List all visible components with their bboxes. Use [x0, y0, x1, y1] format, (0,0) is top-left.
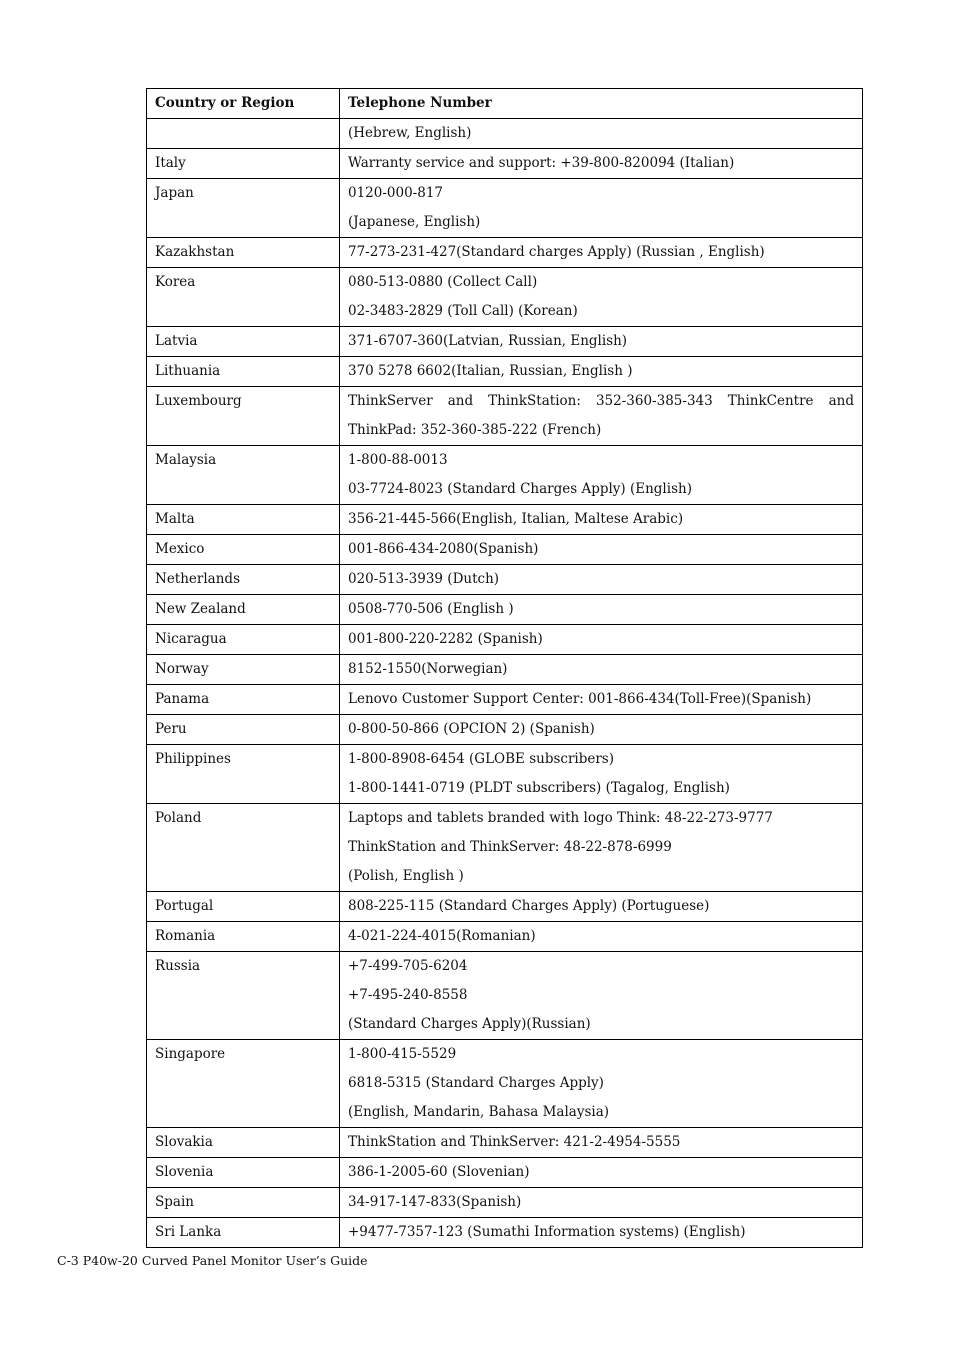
phone-line: +9477-7357-123 (Sumathi Information systems) (English)	[348, 1224, 746, 1240]
table-row	[147, 357, 863, 387]
phone-line: 34-917-147-833(Spanish)	[348, 1194, 522, 1210]
phone-line: +7-495-240-8558	[348, 987, 468, 1003]
country-cell: Peru	[147, 715, 340, 745]
phone-cell	[340, 1218, 863, 1248]
phone-cell	[340, 952, 863, 1040]
country-cell: Slovenia	[147, 1158, 340, 1188]
phone-column-header: Telephone Number	[340, 89, 863, 119]
country-cell: Sri Lanka	[147, 1218, 340, 1248]
phone-cell	[340, 268, 863, 327]
table-row	[147, 565, 863, 595]
table-row	[147, 1158, 863, 1188]
phone-cell	[340, 595, 863, 625]
table-row	[147, 595, 863, 625]
page-footer: C-3 P40w-20 Curved Panel Monitor User’s Guide	[57, 1253, 368, 1268]
table-row	[147, 1128, 863, 1158]
phone-line: 001-800-220-2282 (Spanish)	[348, 631, 543, 647]
country-cell: Korea	[147, 268, 340, 327]
country-cell: Luxembourg	[147, 387, 340, 446]
table-row	[147, 1218, 863, 1248]
phone-cell	[340, 535, 863, 565]
country-cell: New Zealand	[147, 595, 340, 625]
phone-line: 1-800-8908-6454 (GLOBE subscribers)	[348, 751, 614, 767]
table-row	[147, 745, 863, 804]
header-row	[147, 89, 863, 119]
phone-line: 03-7724-8023 (Standard Charges Apply) (English)	[348, 481, 692, 497]
table-row	[147, 268, 863, 327]
phone-line: 77-273-231-427(Standard charges Apply) (Russian , English)	[348, 244, 765, 260]
phone-cell	[340, 745, 863, 804]
phone-line: 0508-770-506 (English )	[348, 601, 514, 617]
phone-line: 6818-5315 (Standard Charges Apply)	[348, 1075, 604, 1091]
phone-cell	[340, 119, 863, 149]
phone-line: ThinkStation and ThinkServer: 421-2-4954-5555	[348, 1134, 681, 1150]
phone-line: 1-800-88-0013	[348, 452, 448, 468]
country-cell: Malaysia	[147, 446, 340, 505]
phone-line: ThinkServer and ThinkStation: 352-360-385-343 ThinkCentre and	[348, 393, 854, 409]
country-cell: Mexico	[147, 535, 340, 565]
phone-line: 356-21-445-566(English, Italian, Maltese Arabic)	[348, 511, 684, 527]
phone-line: 4-021-224-4015(Romanian)	[348, 928, 536, 944]
phone-cell	[340, 892, 863, 922]
phone-line: (Hebrew, English)	[348, 125, 472, 141]
phone-cell	[340, 1188, 863, 1218]
country-cell: Singapore	[147, 1040, 340, 1128]
country-cell: Lithuania	[147, 357, 340, 387]
phone-line: (Standard Charges Apply)(Russian)	[348, 1016, 591, 1032]
country-cell: Slovakia	[147, 1128, 340, 1158]
phone-line: 080-513-0880 (Collect Call)	[348, 274, 538, 290]
phone-line: 8152-1550(Norwegian)	[348, 661, 508, 677]
country-cell: Philippines	[147, 745, 340, 804]
phone-cell	[340, 655, 863, 685]
table-row	[147, 685, 863, 715]
phone-line: (Polish, English )	[348, 868, 464, 884]
table-row	[147, 149, 863, 179]
table-row	[147, 804, 863, 892]
phone-cell	[340, 327, 863, 357]
country-cell: Nicaragua	[147, 625, 340, 655]
country-cell: Netherlands	[147, 565, 340, 595]
phone-line: ThinkStation and ThinkServer: 48-22-878-6999	[348, 839, 672, 855]
country-column-header: Country or Region	[147, 89, 340, 119]
country-cell: Russia	[147, 952, 340, 1040]
table-body	[147, 119, 863, 1248]
phone-cell	[340, 922, 863, 952]
table-row	[147, 119, 863, 149]
phone-line: 1-800-415-5529	[348, 1046, 457, 1062]
phone-cell	[340, 1158, 863, 1188]
country-cell: Spain	[147, 1188, 340, 1218]
country-cell: Norway	[147, 655, 340, 685]
phone-cell	[340, 238, 863, 268]
phone-line: ThinkPad: 352-360-385-222 (French)	[348, 422, 602, 438]
phone-cell	[340, 1128, 863, 1158]
table-row	[147, 1188, 863, 1218]
phone-line: 0120-000-817	[348, 185, 444, 201]
phone-cell	[340, 149, 863, 179]
phone-cell	[340, 387, 863, 446]
country-cell: Portugal	[147, 892, 340, 922]
phone-line: 001-866-434-2080(Spanish)	[348, 541, 539, 557]
phone-cell	[340, 715, 863, 745]
table-row	[147, 892, 863, 922]
phone-line: Warranty service and support: +39-800-820094 (Italian)	[348, 155, 735, 171]
table-row	[147, 715, 863, 745]
phone-cell	[340, 804, 863, 892]
table-row	[147, 327, 863, 357]
table-row	[147, 238, 863, 268]
table-row	[147, 179, 863, 238]
phone-cell	[340, 565, 863, 595]
phone-line: +7-499-705-6204	[348, 958, 468, 974]
country-cell: Poland	[147, 804, 340, 892]
phone-line: 1-800-1441-0719 (PLDT subscribers) (Tagalog, English)	[348, 780, 730, 796]
phone-cell	[340, 625, 863, 655]
table-row	[147, 535, 863, 565]
phone-cell	[340, 357, 863, 387]
table-header	[147, 89, 863, 119]
phone-line: 371-6707-360(Latvian, Russian, English)	[348, 333, 628, 349]
table-row	[147, 952, 863, 1040]
table-row	[147, 1040, 863, 1128]
phone-line: 370 5278 6602(Italian, Russian, English )	[348, 363, 633, 379]
country-cell: Italy	[147, 149, 340, 179]
country-cell: Latvia	[147, 327, 340, 357]
phone-cell	[340, 1040, 863, 1128]
country-cell: Romania	[147, 922, 340, 952]
country-cell: Malta	[147, 505, 340, 535]
country-cell: Japan	[147, 179, 340, 238]
table-row	[147, 387, 863, 446]
phone-cell	[340, 446, 863, 505]
phone-line: (Japanese, English)	[348, 214, 481, 230]
table-row	[147, 922, 863, 952]
phone-line: 808-225-115 (Standard Charges Apply) (Portuguese)	[348, 898, 710, 914]
phone-line: (English, Mandarin, Bahasa Malaysia)	[348, 1104, 610, 1120]
table-row	[147, 655, 863, 685]
phone-cell	[340, 685, 863, 715]
country-cell: Kazakhstan	[147, 238, 340, 268]
table-row	[147, 505, 863, 535]
table-row	[147, 446, 863, 505]
country-cell: Panama	[147, 685, 340, 715]
phone-cell	[340, 505, 863, 535]
phone-line: Laptops and tablets branded with logo Think: 48-22-273-9777	[348, 810, 773, 826]
country-cell	[147, 119, 340, 149]
table-row	[147, 625, 863, 655]
phone-line: 0-800-50-866 (OPCION 2) (Spanish)	[348, 721, 595, 737]
phone-cell	[340, 179, 863, 238]
phone-line: 386-1-2005-60 (Slovenian)	[348, 1164, 530, 1180]
phone-line: Lenovo Customer Support Center: 001-866-434(Toll-Free)(Spanish)	[348, 691, 812, 707]
phone-line: 02-3483-2829 (Toll Call) (Korean)	[348, 303, 578, 319]
contact-table	[146, 88, 863, 1248]
phone-line: 020-513-3939 (Dutch)	[348, 571, 500, 587]
